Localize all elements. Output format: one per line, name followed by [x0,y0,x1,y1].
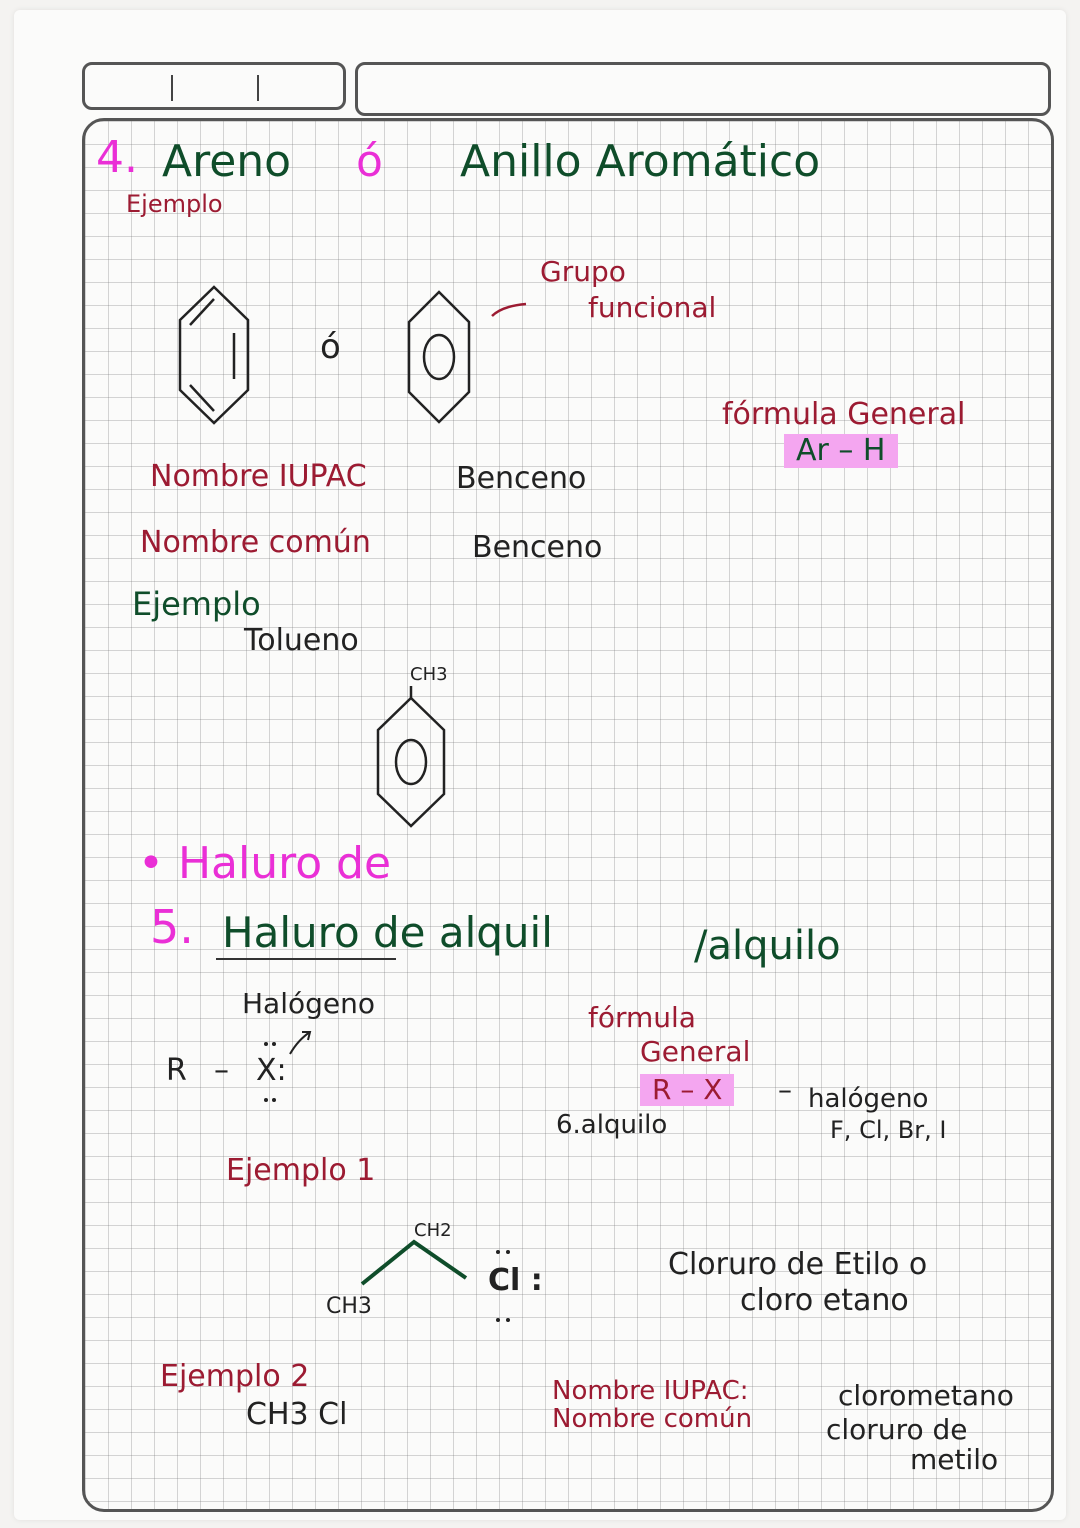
section-number-5: 5. [150,900,194,954]
benzene-kekule-icon [176,285,256,425]
formula-label-2: General [640,1035,751,1068]
structure-x: X: [256,1053,287,1088]
benzene-circle-icon [405,290,475,425]
toluene-ring-icon [374,686,450,831]
common-name-value: Benceno [472,530,603,565]
date-divider [171,75,173,101]
date-divider [257,75,259,101]
formula-r-x: R – X [640,1074,734,1106]
iupac-label-s5: Nombre IUPAC: [552,1376,749,1406]
formula-ar-h: Ar – H [784,434,898,468]
iupac-value-s5: clorometano [838,1379,1014,1412]
example1-name-2: cloro etano [740,1283,909,1318]
date-box [82,62,346,110]
ethyl-chain-icon [360,1238,470,1288]
formula-general-label: fórmula General [722,397,966,432]
section-title-areno: Areno [162,136,292,187]
halogeno-right: halógeno [808,1084,929,1114]
funcional-label: funcional [588,291,717,324]
iupac-label: Nombre IUPAC [150,459,367,494]
ring-separator: ó [320,327,341,367]
ch3-label: CH3 [326,1294,372,1319]
example1-name-1: Cloruro de Etilo o [668,1247,928,1282]
structure-r: R [166,1053,187,1088]
formula-dash: – [778,1073,792,1106]
chlorine-label: Cl : [488,1263,543,1298]
grupo-label: Grupo [540,255,626,288]
methyl-label: CH3 [410,664,448,685]
example1-label: Ejemplo 1 [226,1153,376,1188]
lone-pairs-icon [490,1246,520,1326]
conjunction-o: ó [356,136,383,187]
iupac-value: Benceno [456,461,587,496]
structure-dash: – [214,1053,229,1088]
example-label: Ejemplo [126,190,223,218]
section-title-alt: /alquilo [694,923,841,969]
ch2-label: CH2 [414,1220,452,1241]
example2-label-s5: Ejemplo 2 [160,1359,310,1394]
example2-label: Ejemplo [132,585,261,623]
arrow-icon [286,1028,316,1058]
toluene-name: Tolueno [244,623,359,658]
common-label-s5: Nombre común [552,1404,753,1434]
alquilo-label: 6.alquilo [556,1110,668,1140]
lone-pairs-icon [258,1040,288,1110]
common-name-label: Nombre común [140,525,371,560]
title-box [355,62,1051,116]
section-title-haluro: Haluro de alquil [222,908,553,957]
common-value-s5-1: cloruro de [826,1413,968,1446]
halogeno-label: Halógeno [242,987,375,1020]
title-underline [216,958,396,960]
halogen-list: F, Cl, Br, I [830,1116,947,1144]
haluro-heading: • Haluro de [138,838,392,889]
example2-formula: CH3 Cl [246,1397,348,1432]
common-value-s5-2: metilo [910,1443,999,1476]
section-number-4: 4. [96,132,138,183]
section-title-anillo: Anillo Aromático [460,136,821,187]
formula-label-1: fórmula [588,1001,696,1034]
arrow-icon [490,300,530,320]
